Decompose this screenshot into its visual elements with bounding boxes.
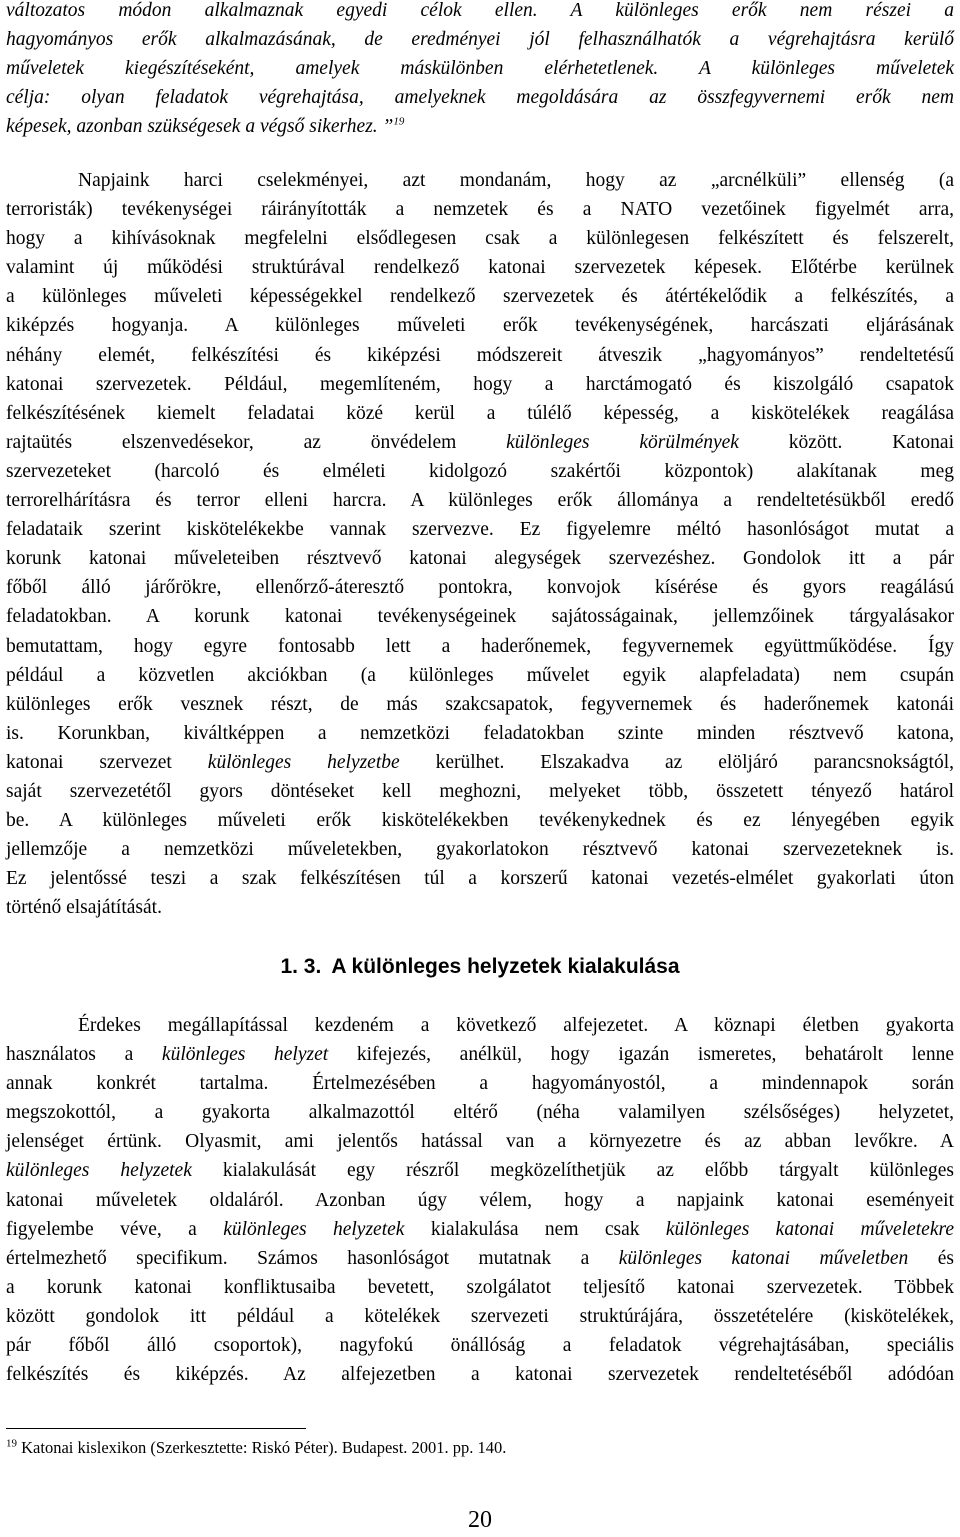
text-line — [6, 748, 954, 777]
text-line — [6, 1156, 954, 1185]
text-line: katonai műveletek oldaláról. Azonban úgy vélem, hogy a napjaink katonai eseményeit — [6, 1189, 954, 1211]
text-line: például a közvetlen akciókban (a különleges művelet egyik alapfeladata) nem csupán — [6, 664, 954, 686]
text-fragment: rajtaütés elszenvedésekor, az önvédelem — [6, 431, 507, 453]
text-fragment: kialakulása nem csak — [404, 1218, 666, 1240]
page-number: 20 — [468, 1507, 492, 1533]
text-fragment: értelmezhető specifikum. Számos hasonlóságot mutatnak a — [6, 1247, 619, 1269]
body-paragraph — [6, 166, 954, 922]
text-line: szervezeteket (harcoló és elméleti kidolgozó szakértői központok) alakítanak meg — [6, 460, 954, 482]
italic-term: különleges helyzetek — [6, 1160, 192, 1182]
text-fragment: kerülhet. Elszakadva az elöljáró parancsnokságtól, — [399, 751, 955, 773]
text-line: hagyományos erők alkalmazásának, de eredményei jól felhasználhatók a végrehajtásra kerülő — [6, 29, 954, 51]
italic-term: különleges körülmények — [506, 431, 739, 453]
text-line: műveletek kiegészítéseként, amelyek máskülönben elérhetetlenek. A különleges műveletek — [6, 58, 954, 80]
text-line: terrorelhárításra és terror elleni harcra. A különleges erők állománya a rendeltetésükből eredő — [6, 490, 954, 512]
footnote — [6, 1436, 906, 1460]
text-line: terroristák) tevékenységei ráirányították a nemzetek és a NATO vezetőinek figyelmét arra, — [6, 199, 954, 221]
text-line: Ez jelentőssé teszi a szak felkészítésen túl a korszerű katonai vezetés-elmélet gyakorlati úton — [6, 868, 954, 890]
text-line: is. Korunkban, kiváltképpen a nemzetközi feladatokban szinte minden résztvevő katona, — [6, 722, 954, 744]
text-fragment: között. Katonai — [738, 431, 954, 453]
text-line: hogy a kihívásoknak megfelelni elsődlegesen csak a különlegesen felkészített és felszerelt, — [6, 228, 954, 250]
text-fragment: képesek, azonban szükségesek a végső sikerhez. ” — [6, 116, 394, 138]
text-line: jellemzője a nemzetközi műveletekben, gyakorlatokon résztvevő katonai szervezeteknek is. — [6, 839, 954, 861]
text-line: felkészítés és kiképzés. Az alfejezetben a katonai szervezetek rendeltetéséből adódóan — [6, 1364, 954, 1386]
text-line: be. A különleges műveleti erők kiskötelékekben tevékenykednek és ez lényegében egyik — [6, 810, 954, 832]
text-fragment: figyelembe véve, a — [6, 1218, 224, 1240]
italic-term: különleges katonai műveletben — [618, 1247, 909, 1269]
text-line: megszokottól, a gyakorta alkalmazottól eltérő (néha valamilyen szélsőséges) helyzetet, — [6, 1102, 954, 1124]
text-fragment: kialakulását egy részről megközelíthetjük az előbb tárgyalt különleges — [191, 1160, 954, 1182]
italic-term: különleges helyzetbe — [207, 751, 400, 773]
text-line: feladataik szerint kiskötelékekbe vannak szervezve. Ez figyelemre méltó hasonlóságot mutat a — [6, 519, 954, 541]
text-line: változatos módon alkalmaznak egyedi célok ellen. A különleges erők nem részei a — [6, 0, 954, 21]
text-line: felkészítésének kiemelt feladatai közé kerül a túlélő képesség, a kiskötelékek reagálása — [6, 402, 954, 424]
quote-paragraph — [6, 0, 954, 141]
text-line: pár főből álló csoportok), nagyfokú önállóság a feladatok végrehajtásában, speciális — [6, 1335, 954, 1357]
text-line: korunk katonai műveleteiben résztvevő katonai alegységek szervezéshez. Gondolok itt a pár — [6, 548, 954, 570]
text-line — [6, 1040, 954, 1069]
text-line: feladatokban. A korunk katonai tevékenységeinek sajátosságainak, jellemzőinek tárgyalásakor — [6, 606, 954, 628]
italic-term: különleges katonai műveletekre — [665, 1218, 955, 1240]
text-line: a különleges műveleti képességekkel rendelkező szervezetek és átértékelődik a felkészítés, a — [6, 286, 954, 308]
text-line: saját szervezetétől gyors döntéseket kell meghozni, melyeket több, összetett tényező határol — [6, 780, 954, 802]
text-line — [6, 1215, 954, 1244]
section-heading — [0, 953, 960, 981]
text-line — [6, 1244, 954, 1273]
text-line: valamint új működési struktúrával rendelkező katonai szervezetek képesek. Előtérbe kerülnek — [6, 257, 954, 279]
footnote-text: Katonai kislexikon (Szerkesztette: Riskó Péter). Budapest. 2001. pp. 140. — [17, 1438, 507, 1457]
footnote-reference: 19 — [393, 115, 405, 128]
text-line — [6, 112, 954, 141]
text-line: különleges erők vesznek részt, de más szakcsapatok, fegyvernemek és haderőnemek katonái — [6, 693, 954, 715]
text-line: jelenséget értünk. Olyasmit, ami jelentős hatással van a környezetre és az abban levőkre. A — [6, 1131, 954, 1153]
text-line: annak konkrét tartalma. Értelmezésében a hagyományostól, a mindennapok során — [6, 1073, 954, 1095]
text-line: katonai szervezetek. Például, megemlíteném, hogy a harctámogató és kiszolgáló csapatok — [6, 373, 954, 395]
text-fragment: katonai szervezet — [6, 751, 208, 773]
footnote-number: 19 — [6, 1437, 17, 1450]
footnote-separator — [6, 1428, 306, 1429]
italic-term: különleges helyzetek — [223, 1218, 405, 1240]
text-line: Érdekes megállapítással kezdeném a következő alfejezetet. A köznapi életben gyakorta — [78, 1015, 954, 1036]
text-line: néhány elemét, felkészítési és kiképzési módszereit átveszik „hagyományos” rendeltetésű — [6, 344, 954, 366]
text-line: Napjaink harci cselekményei, azt mondanám, hogy az „arcnélküli” ellenség (a — [78, 170, 954, 191]
text-line: bemutattam, hogy egyre fontosabb lett a haderőnemek, fegyvernemek együttműködése. Így — [6, 635, 954, 657]
text-line: történő elsajátítását. — [6, 897, 162, 919]
text-line: főből álló járőrökre, ellenőrző-áteresztő pontokra, konvojok kísérése és gyors reagálású — [6, 577, 954, 599]
text-line — [6, 428, 954, 457]
section-title: A különleges helyzetek kialakulása — [331, 955, 680, 978]
text-fragment: és — [908, 1247, 954, 1269]
body-paragraph — [6, 1011, 954, 1389]
text-fragment: kifejezés, anélkül, hogy igazán ismeretes, behatárolt lenne — [328, 1044, 954, 1066]
text-line: célja: olyan feladatok végrehajtása, amelyeknek megoldására az összfegyvernemi erők nem — [6, 87, 954, 109]
text-line: a korunk katonai konfliktusaiba bevetett, szolgálatot teljesítő katonai szervezetek. Többek — [6, 1276, 954, 1298]
text-fragment: használatos a — [6, 1044, 162, 1066]
text-line: kiképzés hogyanja. A különleges műveleti erők tevékenységének, harcászati eljárásának — [6, 315, 954, 337]
text-line: között gondolok itt például a kötelékek szervezeti struktúrájára, összetételére (kiskötelékek, — [6, 1305, 954, 1327]
italic-term: különleges helyzet — [161, 1044, 329, 1066]
section-number: 1. 3. — [280, 955, 322, 978]
